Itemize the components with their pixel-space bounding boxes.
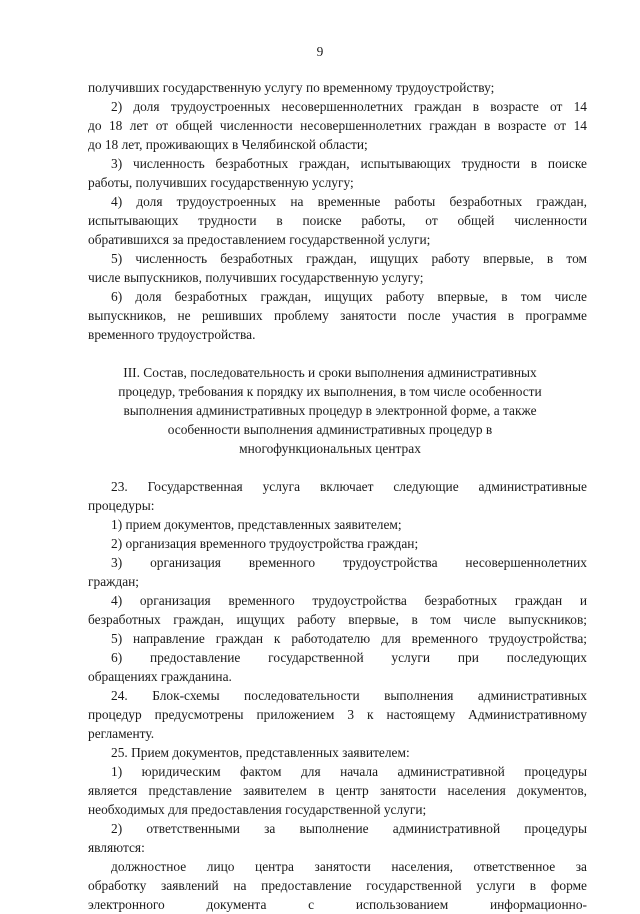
text-line: получивших государственную услугу по временному трудоустройству;: [88, 80, 495, 95]
text-line: процедуры:: [88, 498, 155, 513]
text-line: до 18 лет от общей численности несовершеннолетних граждан в возрасте от 14: [88, 118, 587, 133]
section-heading-line: выполнения административных процедур в электронной форме, а также: [123, 403, 537, 418]
text-line: 3) организация временного трудоустройства несовершеннолетних: [111, 555, 587, 570]
text-line: безработных граждан, ищущих работу впервые, в том числе выпускников;: [88, 612, 587, 627]
text-line: выпускников, не решивших проблему занятости после участия в программе: [88, 308, 587, 323]
section-heading-line: особенности выполнения административных процедур в: [167, 422, 493, 437]
text-line: обратившихся за предоставлением государственной услуги;: [88, 232, 431, 247]
text-line: необходимых для предоставления государственной услуги;: [88, 802, 427, 817]
text-line: 2) ответственными за выполнение административной процедуры: [111, 821, 587, 836]
text-line: 23. Государственная услуга включает следующие административные: [111, 479, 587, 494]
text-line: 1) юридическим фактом для начала административной процедуры: [111, 764, 587, 779]
page-number: 9: [316, 44, 324, 59]
text-line: процедур предусмотрены приложением 3 к настоящему Административному: [88, 707, 587, 722]
text-line: 3) численность безработных граждан, испытывающих трудности в поиске: [111, 156, 587, 171]
text-line: 1) прием документов, представленных заявителем;: [111, 517, 402, 532]
text-line: электронного документа с использованием информационно-: [88, 897, 587, 912]
text-line: 24. Блок-схемы последовательности выполнения административных: [111, 688, 587, 703]
text-line: испытывающих трудности в поиске работы, от общей численности: [88, 213, 587, 228]
text-line: должностное лицо центра занятости населения, ответственное за: [111, 859, 587, 874]
text-line: 6) доля безработных граждан, ищущих работу впервые, в том числе: [111, 289, 587, 304]
text-line: 6) предоставление государственной услуги при последующих: [111, 650, 587, 665]
text-line: 4) доля трудоустроенных на временные работы безработных граждан,: [111, 194, 587, 209]
text-line: работы, получивших государственную услугу;: [88, 175, 354, 190]
text-line: 2) организация временного трудоустройства граждан;: [111, 536, 419, 551]
text-line: 5) численность безработных граждан, ищущих работу впервые, в том: [111, 251, 587, 266]
text-line: 4) организация временного трудоустройства безработных граждан и: [111, 593, 587, 608]
text-line: обработку заявлений на предоставление государственной услуги в форме: [88, 878, 587, 893]
text-line: временного трудоустройства.: [88, 327, 256, 342]
section-heading-line: процедур, требования к порядку их выполнения, в том числе особенности: [118, 384, 542, 399]
text-line: обращениях гражданина.: [88, 669, 232, 684]
section-heading-line: многофункциональных центрах: [239, 441, 421, 456]
text-line: являются:: [88, 840, 145, 855]
text-line: 5) направление граждан к работодателю для временного трудоустройства;: [111, 631, 587, 646]
text-line: 2) доля трудоустроенных несовершеннолетних граждан в возрасте от 14: [111, 99, 587, 114]
text-line: до 18 лет, проживающих в Челябинской области;: [88, 137, 368, 152]
text-line: 25. Прием документов, представленных заявителем:: [111, 745, 410, 760]
text-line: числе выпускников, получивших государственную услугу;: [88, 270, 424, 285]
text-line: является представление заявителем в центр занятости населения документов,: [88, 783, 587, 798]
text-line: регламенту.: [88, 726, 155, 741]
text-line: граждан;: [88, 574, 140, 589]
section-heading-line: III. Состав, последовательность и сроки выполнения административных: [123, 365, 537, 380]
